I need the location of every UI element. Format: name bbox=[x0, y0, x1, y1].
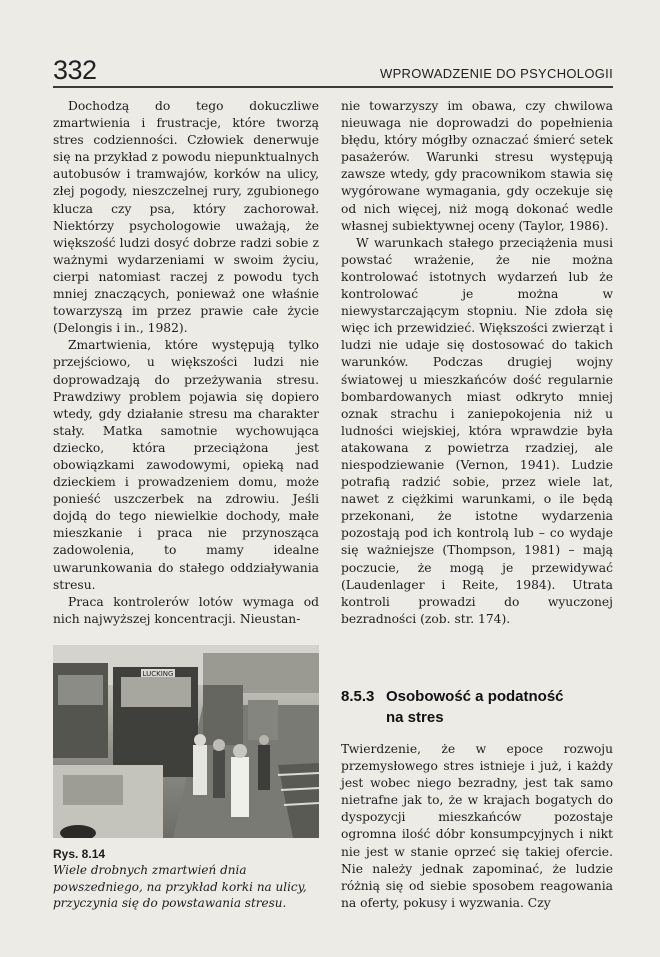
truck-sign: LUCKING bbox=[142, 670, 174, 678]
running-head: WPROWADZENIE DO PSYCHOLOGII bbox=[380, 66, 613, 81]
paragraph: Twierdzenie, że w epoce rozwoju przemysłowego stres istnieje i już, i każdy jest wobec niego bezradny, jest tak samo nietrafne jak to, że w krajach bogatych do dyspozycji mieszkańców pozostaje ogromna ilość dóbr konsumpcyjnych i nikt nie jest w stanie oprzeć się takiej ofercie. Nie należy jednak zapominać, że ludzie różnią się od siebie sposobem reagowania na oferty, pokusy i wyzwania. Czy bbox=[341, 742, 613, 910]
figure-photo-traffic-jam bbox=[53, 645, 319, 838]
section-title-line2: na stres bbox=[386, 709, 444, 726]
section-heading bbox=[341, 686, 613, 728]
paragraph: nie towarzyszy im obawa, czy chwilowa nieuwaga nie doprowadzi do popełnienia błędu, który mógłby oznaczać śmierć setek pasażerów. Warunki stresu występują zawsze wtedy, gdy pracownikom stawia się wygórowane wymagania, gdy oczekuje się od nich więcej, niż mogą dokonać wedle własnej subiektywnej oceny (Taylor, 1986). bbox=[341, 99, 613, 233]
section-body bbox=[341, 741, 613, 912]
section-number: 8.5.3 bbox=[341, 688, 375, 705]
page-number: 332 bbox=[53, 55, 97, 85]
paragraph: Dochodzą do tego dokuczliwe zmartwienia i frustracje, które tworzą stres codzienności. Człowiek denerwuje się na przykład z powodu niepunktualnych autobusów i tramwajów, korków na ulicy, złej pogody, nieszczelnej rury, zgubionego klucza czy psa, który zachorował. Niektórzy psychologowie uważają, że większość ludzi dosyć dobrze radzi sobie z ważnymi wydarzeniami w swoim życiu, cierpi natomiast raczej z powodu tych mniej znaczących, ponieważ one właśnie towarzyszą im przez prawie całe życie (Delongis i in., 1982). bbox=[53, 99, 319, 336]
paragraph: W warunkach stałego przeciążenia musi powstać wrażenie, że nie można kontrolować istotnych wydarzeń lub że kontrolować je można w niewystarczającym stopniu. Nie zdoła się więc ich przewidzieć. Większości zwierząt i ludzi nie udaje się dostosować do takich warunków. Podczas drugiej wojny światowej u mieszkańców dość regularnie bombardowanych miast odkryto mniej oznak strachu i zaniepokojenia niż u ludności wiejskiej, która wprawdzie była atakowana z powietrza rzadziej, ale niespodziewanie (Vernon, 1941). Ludzie potrafią radzić sobie, przez wiele lat, nawet z ciężkimi warunkami, o ile będą przekonani, że istotne wydarzenia pozostają pod ich kontrolą lub – co wydaje się ważniejsze (Thompson, 1981) – mają poczucie, że mogą je przewidywać (Laudenlager i Reite, 1984). Utrata kontroli prowadzi do wyuczonej bezradności (zob. str. 174). bbox=[341, 235, 613, 626]
figure-caption: Wiele drobnych zmartwień dnia powszedniego, na przykład korki na ulicy, przyczynia się do powstawania stresu. bbox=[53, 863, 307, 910]
figure-label: Rys. 8.14 bbox=[53, 847, 106, 861]
paragraph: Praca kontrolerów lotów wymaga od nich najwyższej koncentracji. Nieustan- bbox=[53, 594, 319, 626]
traffic-jam-illustration bbox=[53, 645, 319, 838]
left-column bbox=[53, 98, 319, 628]
section-title-line1: Osobowość a podatność bbox=[386, 688, 564, 705]
header-rule bbox=[53, 86, 613, 88]
right-column bbox=[341, 98, 613, 628]
paragraph: Zmartwienia, które występują tylko przejściowo, u większości ludzi nie doprowadzają do przeżywania stresu. Prawdziwy problem pojawia się dopiero wtedy, gdy działanie stresu ma charakter stały. Matka samotnie wychowująca dziecko, która przeciążona jest obowiązkami zawodowymi, opieką nad dzieckiem i prowadzeniem domu, może ponieść uszczerbek na zdrowiu. Jeśli dojdą do tego niewielkie dochody, małe mieszkanie i praca nie przynosząca zadowolenia, to mamy idealne uwarunkowania do stałego oddziaływania stresu. bbox=[53, 338, 319, 592]
